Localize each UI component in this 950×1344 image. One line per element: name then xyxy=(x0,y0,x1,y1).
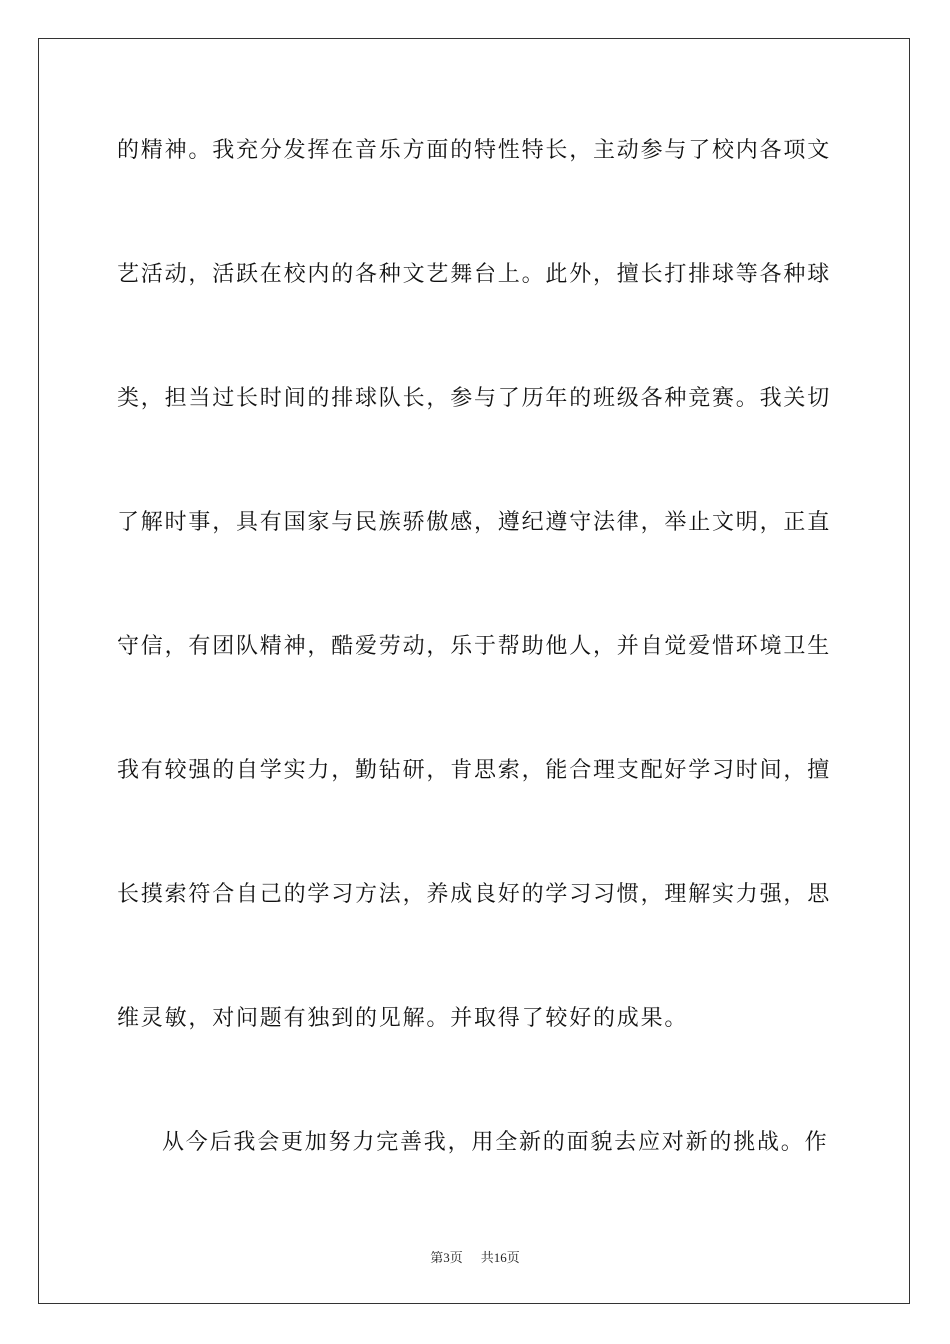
text-line-2: 艺活动，活跃在校内的各种文艺舞台上。此外，擅长打排球等各种球 xyxy=(117,262,832,287)
text-line-4: 了解时事，具有国家与民族骄傲感，遵纪遵守法律，举止文明，正直 xyxy=(117,510,832,535)
text-line-7: 长摸索符合自己的学习方法，养成良好的学习习惯，理解实力强，思 xyxy=(117,882,832,907)
text-line-5: 守信，有团队精神，酷爱劳动，乐于帮助他人，并自觉爱惜环境卫生 xyxy=(117,634,832,659)
text-line-9-indented: 从今后我会更加努力完善我，用全新的面貌去应对新的挑战。作 xyxy=(162,1130,829,1155)
text-line-3: 类，担当过长时间的排球队长，参与了历年的班级各种竞赛。我关切 xyxy=(117,386,832,411)
page-number: 第3页 xyxy=(430,1250,463,1265)
text-line-6: 我有较强的自学实力，勤钻研，肯思索，能合理支配好学习时间，擅 xyxy=(117,758,832,783)
page-total: 共16页 xyxy=(480,1250,520,1265)
text-line-1: 的精神。我充分发挥在音乐方面的特性特长，主动参与了校内各项文 xyxy=(117,138,832,163)
page-border xyxy=(38,38,910,1304)
page-footer xyxy=(0,1247,950,1266)
text-line-8: 维灵敏，对问题有独到的见解。并取得了较好的成果。 xyxy=(117,1006,689,1031)
